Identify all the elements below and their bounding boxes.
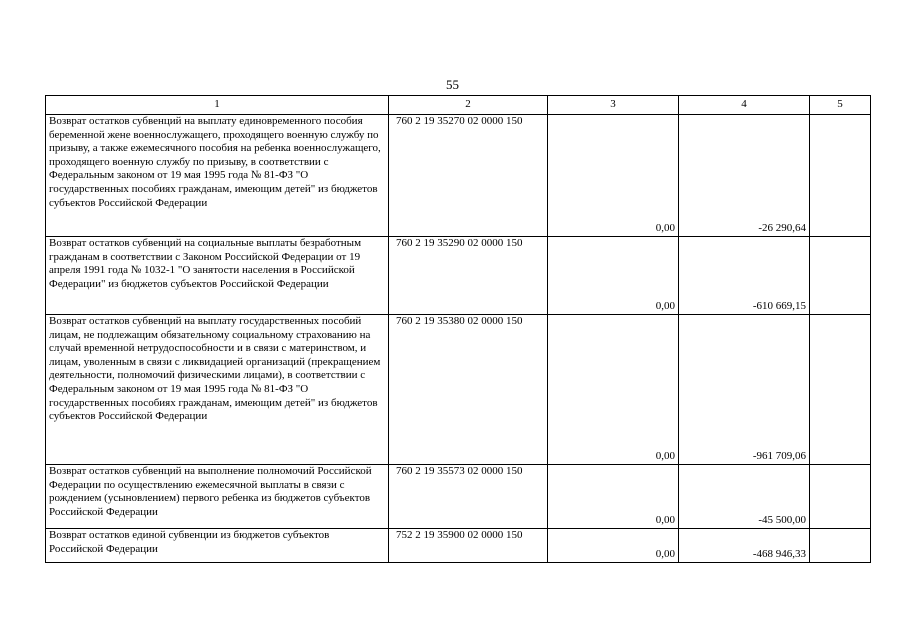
- row-col5-value: [810, 315, 871, 465]
- row-description: Возврат остатков субвенций на выплату единовременного пособия беременной жене военнослужащего, проходящего военную службу по призыву, а также ежемесячного пособия на ребенка военнослужащего, проходящего военную службу по призыву, в соответствии с Федеральным законом от 19 мая 1995 года № 81-ФЗ "О государственных пособиях гражданам, имеющим детей" из бюджетов субъектов Российской Федерации: [46, 115, 389, 237]
- row-col4-value: -468 946,33: [679, 529, 810, 563]
- row-col3-value: 0,00: [548, 315, 679, 465]
- header-row: [46, 96, 871, 115]
- row-col3-value: 0,00: [548, 465, 679, 529]
- row-col5-value: [810, 237, 871, 315]
- row-col5-value: [810, 115, 871, 237]
- table-row: [46, 237, 871, 315]
- row-code: 760 2 19 35573 02 0000 150: [389, 465, 548, 529]
- row-code: 760 2 19 35270 02 0000 150: [389, 115, 548, 237]
- row-code: 760 2 19 35290 02 0000 150: [389, 237, 548, 315]
- table-row: [46, 529, 871, 563]
- header-cell-4: 4: [679, 96, 810, 115]
- header-cell-2: 2: [389, 96, 548, 115]
- row-col3-value: 0,00: [548, 529, 679, 563]
- row-description: Возврат остатков субвенций на выплату государственных пособий лицам, не подлежащим обязательному социальному страхованию на случай временной нетрудоспособности и в связи с материнством, и лицам, уволенным в связи с ликвидацией организаций (прекращением деятельности, полномочий физическими лицами), в соответствии с Федеральным законом от 19 мая 1995 года № 81-ФЗ "О государственных пособиях гражданам, имеющим детей" из бюджетов субъектов Российской Федерации: [46, 315, 389, 465]
- row-col3-value: 0,00: [548, 115, 679, 237]
- header-cell-5: 5: [810, 96, 871, 115]
- row-col3-value: 0,00: [548, 237, 679, 315]
- row-col4-value: -610 669,15: [679, 237, 810, 315]
- row-code: 760 2 19 35380 02 0000 150: [389, 315, 548, 465]
- row-description: Возврат остатков субвенций на социальные выплаты безработным гражданам в соответствии с Законом Российской Федерации от 19 апреля 1991 года № 1032-1 "О занятости населения в Российской Федерации" из бюджетов субъектов Российской Федерации: [46, 237, 389, 315]
- row-col4-value: -45 500,00: [679, 465, 810, 529]
- page-number: 55: [446, 77, 459, 92]
- row-code: 752 2 19 35900 02 0000 150: [389, 529, 548, 563]
- row-col4-value: -961 709,06: [679, 315, 810, 465]
- row-col5-value: [810, 465, 871, 529]
- row-col5-value: [810, 529, 871, 563]
- row-col4-value: -26 290,64: [679, 115, 810, 237]
- header-cell-3: 3: [548, 96, 679, 115]
- table-row: [46, 465, 871, 529]
- table-row: [46, 315, 871, 465]
- table-row: [46, 115, 871, 237]
- budget-table: [45, 95, 871, 563]
- header-cell-1: 1: [46, 96, 389, 115]
- row-description: Возврат остатков единой субвенции из бюджетов субъектов Российской Федерации: [46, 529, 389, 563]
- row-description: Возврат остатков субвенций на выполнение полномочий Российской Федерации по осуществлению ежемесячной выплаты в связи с рождением (усыновлением) первого ребенка из бюджетов субъектов Российской Федерации: [46, 465, 389, 529]
